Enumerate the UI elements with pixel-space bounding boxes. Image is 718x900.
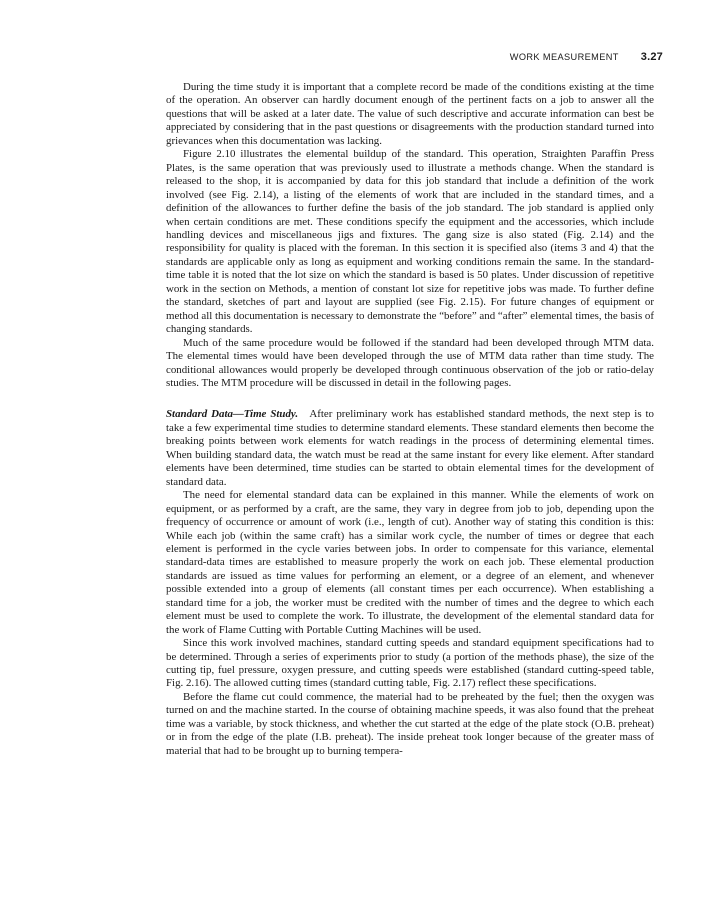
section-paragraph (166, 408, 654, 489)
paragraph: Figure 2.10 illustrates the elemental buildup of the standard. This operation, Straighten Paraffin Press Plates, is the same operation that was previously used to illustrate a methods change. When the standard is released to the shop, it is accompanied by data for this job standard that include a definition of the work involved (see Fig. 2.14), a listing of the elements of work that are included in the standard times, and a definition of the allowances to further define the basis of the job standard. The job standard is applied only when certain conditions are met. These conditions specify the equipment and the accessories, which include handling devices and miscellaneous jigs and fixtures. The gang size is also stated (Fig. 2.14) and the responsibility for quality is placed with the foreman. In this section it is specified also (items 3 and 4) that the standards are applicable only as long as equipment and working conditions remain the same. In the standard-time table it is noted that the lot size on which the standard is based is 50 plates. Under discussion of repetitive work in the section on Methods, a mention of constant lot size for repetitive jobs was made. To further define the standard, sketches of part and layout are supplied (see Fig. 2.15). For future changes of equipment or method all this documentation is necessary to demonstrate the “before” and “after” elemental times, the basis of changing standards. (166, 148, 654, 336)
page-number: 3.27 (640, 51, 663, 63)
paragraph: During the time study it is important that a complete record be made of the conditions existing at the time of the operation. An observer can hardly document enough of the pertinent facts on a job to answer all the questions that will be asked at a later date. The value of such descriptive and accurate information can best be appreciated by considering that in the past questions or disagreements with the production standard turned into grievances when this documentation was lacking. (166, 81, 654, 147)
section-paragraph-text: After preliminary work has established standard methods, the next step is to take a few experimental time studies to determine standard elements. These standard elements then become the breaking points between work elements for watch readings in the process of determining elemental times. When building standard data, the watch must be read at the same instant for every like element. After standard elements have been determined, time studies can be started to obtain elemental times for the development of standard data. (166, 408, 654, 488)
paragraph: The need for elemental standard data can be explained in this manner. While the elements of work on equipment, or as performed by a craft, are the same, they vary in degree from job to job, depending upon the frequency of occurrence or amount of work (i.e., length of cut). Another way of stating this condition is this: While each job (within the same craft) has a similar work cycle, the number of times or degree that each element is performed in the cycle varies between jobs. In order to compensate for this variance, elemental standard-data times are established to measure properly the work on each job. These elemental production standards are issued as time values for performing an element, or a degree of an element, and whenever possible extended into a group of elements (all constant times per each occurrence). When establishing a standard time for a job, the worker must be credited with the number of times and the degree to which each element must be used to complete the work. To illustrate, the development of the elemental standard data for the work of Flame Cutting with Portable Cutting Machines will be used. (166, 489, 654, 636)
running-header (510, 51, 663, 63)
paragraph: Since this work involved machines, standard cutting speeds and standard equipment specifications had to be determined. Through a series of experiments prior to study (a portion of the methods phase), the size of the cutting tip, fuel pressure, oxygen pressure, and cutting speeds were established (standard cutting-speed table, Fig. 2.16). The allowed cutting times (standard cutting table, Fig. 2.17) reflect these specifications. (166, 637, 654, 690)
paragraph: Before the flame cut could commence, the material had to be preheated by the fuel; then the oxygen was turned on and the machine started. In the course of obtaining machine speeds, it was also found that the preheat time was a variable, by stock thickness, and whether the cut started at the edge of the plate stock (O.B. preheat) or in from the edge of the plate (I.B. preheat). The inside preheat took longer because of the greater mass of material that had to be brought up to burning tempera- (166, 690, 654, 757)
section-heading: Standard Data—Time Study. (166, 408, 299, 421)
section-spacer (166, 390, 654, 408)
running-title: WORK MEASUREMENT (509, 52, 619, 62)
body-text (166, 81, 654, 758)
paragraph: Much of the same procedure would be followed if the standard had been developed through MTM data. The elemental times would have been developed through the use of MTM data rather than time study. The conditional allowances would properly be developed through continuous observation of the job or ratio-delay studies. The MTM procedure will be discussed in detail in the following pages. (166, 336, 654, 389)
